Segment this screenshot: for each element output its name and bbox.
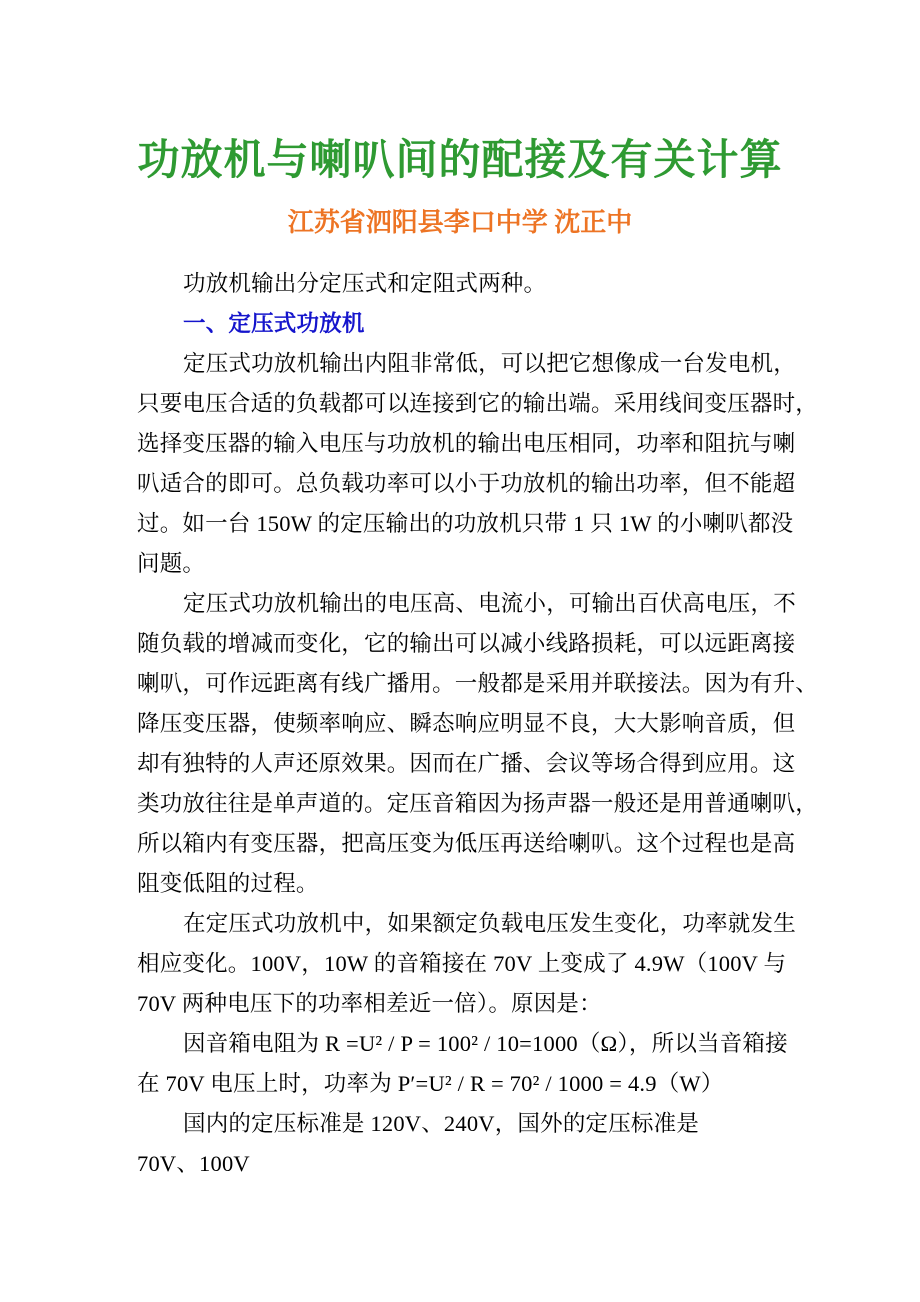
body-line: 阻变低阻的过程。 (137, 871, 319, 896)
body-line: 在定压式功放机中，如果额定负载电压发生变化，功率就发生 (183, 911, 796, 936)
body-line: 随负载的增减而变化，它的输出可以减小线路损耗，可以远距离接 (137, 631, 796, 656)
body-line: 70V、100V (137, 1151, 250, 1176)
body-line: 所以箱内有变压器，把高压变为低压再送给喇叭。这个过程也是高 (137, 831, 796, 856)
document-author: 江苏省泗阳县李口中学 沈正中 (287, 208, 633, 237)
body-line: 在 70V 电压上时，功率为 P′=U² / R = 70² / 1000 = 4.9（W） (137, 1071, 724, 1096)
body-line: 定压式功放机输出内阻非常低，可以把它想像成一台发电机， (183, 351, 796, 376)
body-line: 喇叭，可作远距离有线广播用。一般都是采用并联接法。因为有升、 (137, 671, 819, 696)
body-line: 降压变压器，使频率响应、瞬态响应明显不良，大大影响音质，但 (137, 711, 796, 736)
section-heading: 一、定压式功放机 (183, 311, 365, 336)
body-line: 选择变压器的输入电压与功放机的输出电压相同，功率和阻抗与喇 (137, 431, 796, 456)
body-line: 70V 两种电压下的功率相差近一倍）。原因是： (137, 991, 602, 1016)
body-line: 功放机输出分定压式和定阻式两种。 (183, 271, 547, 296)
body-line: 类功放往往是单声道的。定压音箱因为扬声器一般还是用普通喇叭， (137, 791, 819, 816)
body-line: 只要电压合适的负载都可以连接到它的输出端。采用线间变压器时， (137, 391, 819, 416)
body-line: 因音箱电阻为 R =U² / P = 100² / 10=1000（Ω），所以当音箱接 (183, 1031, 788, 1056)
body-line: 相应变化。100V，10W 的音箱接在 70V 上变成了 4.9W（100V 与 (137, 951, 787, 976)
body-line: 问题。 (137, 551, 206, 576)
body-line: 却有独特的人声还原效果。因而在广播、会议等场合得到应用。这 (137, 751, 796, 776)
body-line: 国内的定压标准是 120V、240V，国外的定压标准是 (183, 1111, 700, 1136)
body-line: 叭适合的即可。总负载功率可以小于功放机的输出功率，但不能超 (137, 471, 796, 496)
body-line: 过。如一台 150W 的定压输出的功放机只带 1 只 1W 的小喇叭都没 (137, 511, 794, 536)
document-title: 功放机与喇叭间的配接及有关计算 (137, 138, 783, 184)
body-line: 定压式功放机输出的电压高、电流小，可输出百伏高电压，不 (183, 591, 796, 616)
document-body (137, 264, 819, 1184)
